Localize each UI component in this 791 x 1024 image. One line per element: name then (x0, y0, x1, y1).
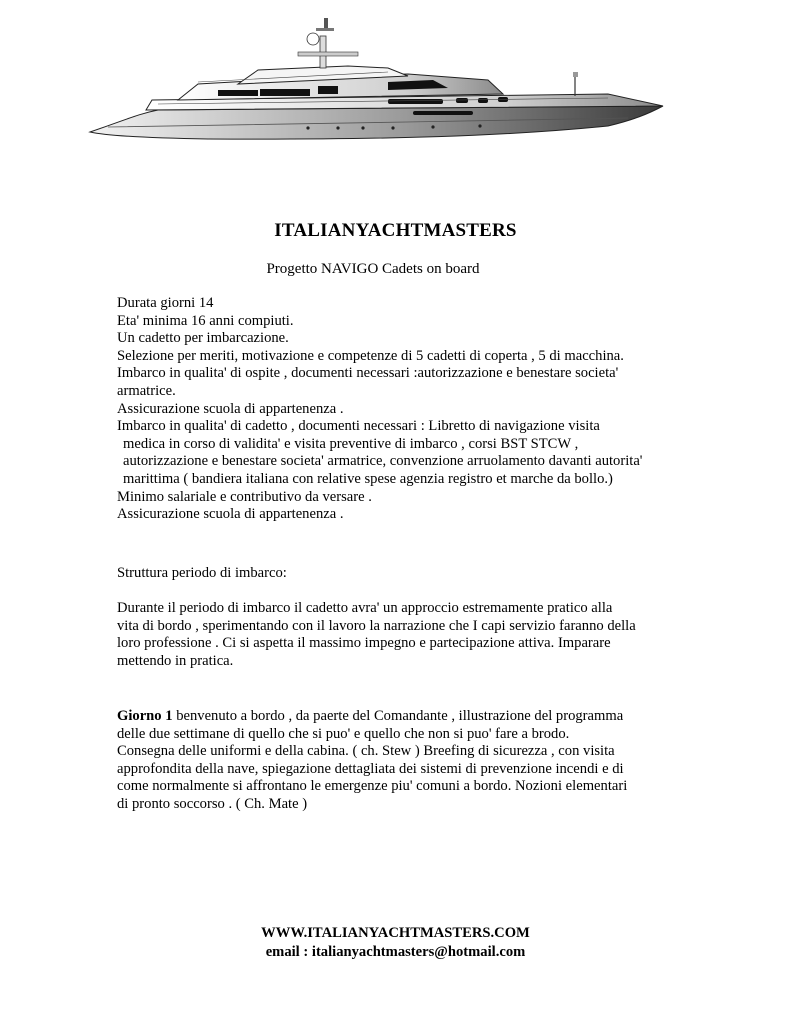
detail-selection: Selezione per meriti, motivazione e competenze di 5 cadetti di coperta , 5 di macchina. (117, 347, 624, 364)
footer (0, 924, 791, 962)
structure-line: vita di bordo , sperimentando con il lavoro la narrazione che I capi servizio faranno della (117, 617, 636, 634)
structure-line: mettendo in pratica. (117, 652, 234, 669)
day-1-line: di pronto soccorso . ( Ch. Mate ) (117, 795, 308, 812)
day-1-label: Giorno 1 (117, 708, 173, 724)
day-1-intro: benvenuto a bordo , da paerte del Comandante , illustrazione del programma (172, 708, 624, 724)
day-1-first-line (117, 708, 677, 726)
day-1-line: come normalmente si affrontano le emergenze piu' comuni a bordo. Nozioni elementari (117, 778, 628, 795)
detail-guest-boarding: Imbarco in qualita' di ospite , documenti necessari :autorizzazione e benestare societa' (117, 365, 619, 382)
day-1-line: approfondita della nave, spiegazione dettagliata dei sistemi di prevenzione incendi e di (117, 760, 624, 777)
day-1-line: Consegna delle uniformi e della cabina. ( ch. Stew ) Breefing di sicurezza , con visita (117, 743, 615, 760)
day-1-section (117, 708, 677, 814)
detail-min-salary: Minimo salariale e contributivo da versare . (117, 488, 372, 505)
structure-line: Durante il periodo di imbarco il cadetto avra' un approccio estremamente pratico alla (117, 600, 613, 616)
detail-guest-boarding-cont: armatrice. (117, 382, 176, 399)
detail-duration: Durata giorni 14 (117, 295, 214, 311)
yacht-illustration (88, 14, 666, 144)
structure-section (117, 565, 677, 583)
detail-cadet-boarding-cont-1: medica in corso di validita' e visita preventive di imbarco , corsi BST STCW , (123, 435, 579, 452)
detail-cadet-boarding-cont-3: marittima ( bandiera italiana con relative spese agenzia registro et marche da bollo.) (123, 470, 613, 487)
detail-cadet-boarding: Imbarco in qualita' di cadetto , documenti necessari : Libretto di navigazione visita (117, 418, 600, 435)
day-1-line: delle due settimane di quello che si puo' e quello che non si puo' fare a brodo. (117, 725, 570, 742)
detail-insurance: Assicurazione scuola di appartenenza . (117, 400, 344, 417)
detail-cadets-per-yacht: Un cadetto per imbarcazione. (117, 330, 289, 347)
page-subtitle: Progetto NAVIGO Cadets on board (266, 261, 480, 277)
footer-website: WWW.ITALIANYACHTMASTERS.COM (261, 925, 530, 941)
structure-paragraph (117, 600, 677, 670)
structure-line: loro professione . Ci si aspetta il massimo impegno e partecipazione attiva. Imparare (117, 635, 611, 652)
footer-email: email : italianyachtmasters@hotmail.com (265, 944, 526, 960)
detail-min-age: Eta' minima 16 anni compiuti. (117, 312, 294, 329)
page-title: ITALIANYACHTMASTERS (274, 220, 517, 241)
structure-heading: Struttura periodo di imbarco: (117, 565, 287, 581)
program-details (117, 295, 677, 524)
detail-insurance-2: Assicurazione scuola di appartenenza . (117, 506, 344, 523)
detail-cadet-boarding-cont-2: autorizzazione e benestare societa' armatrice, convenzione arruolamento davanti autorita' (123, 453, 643, 470)
